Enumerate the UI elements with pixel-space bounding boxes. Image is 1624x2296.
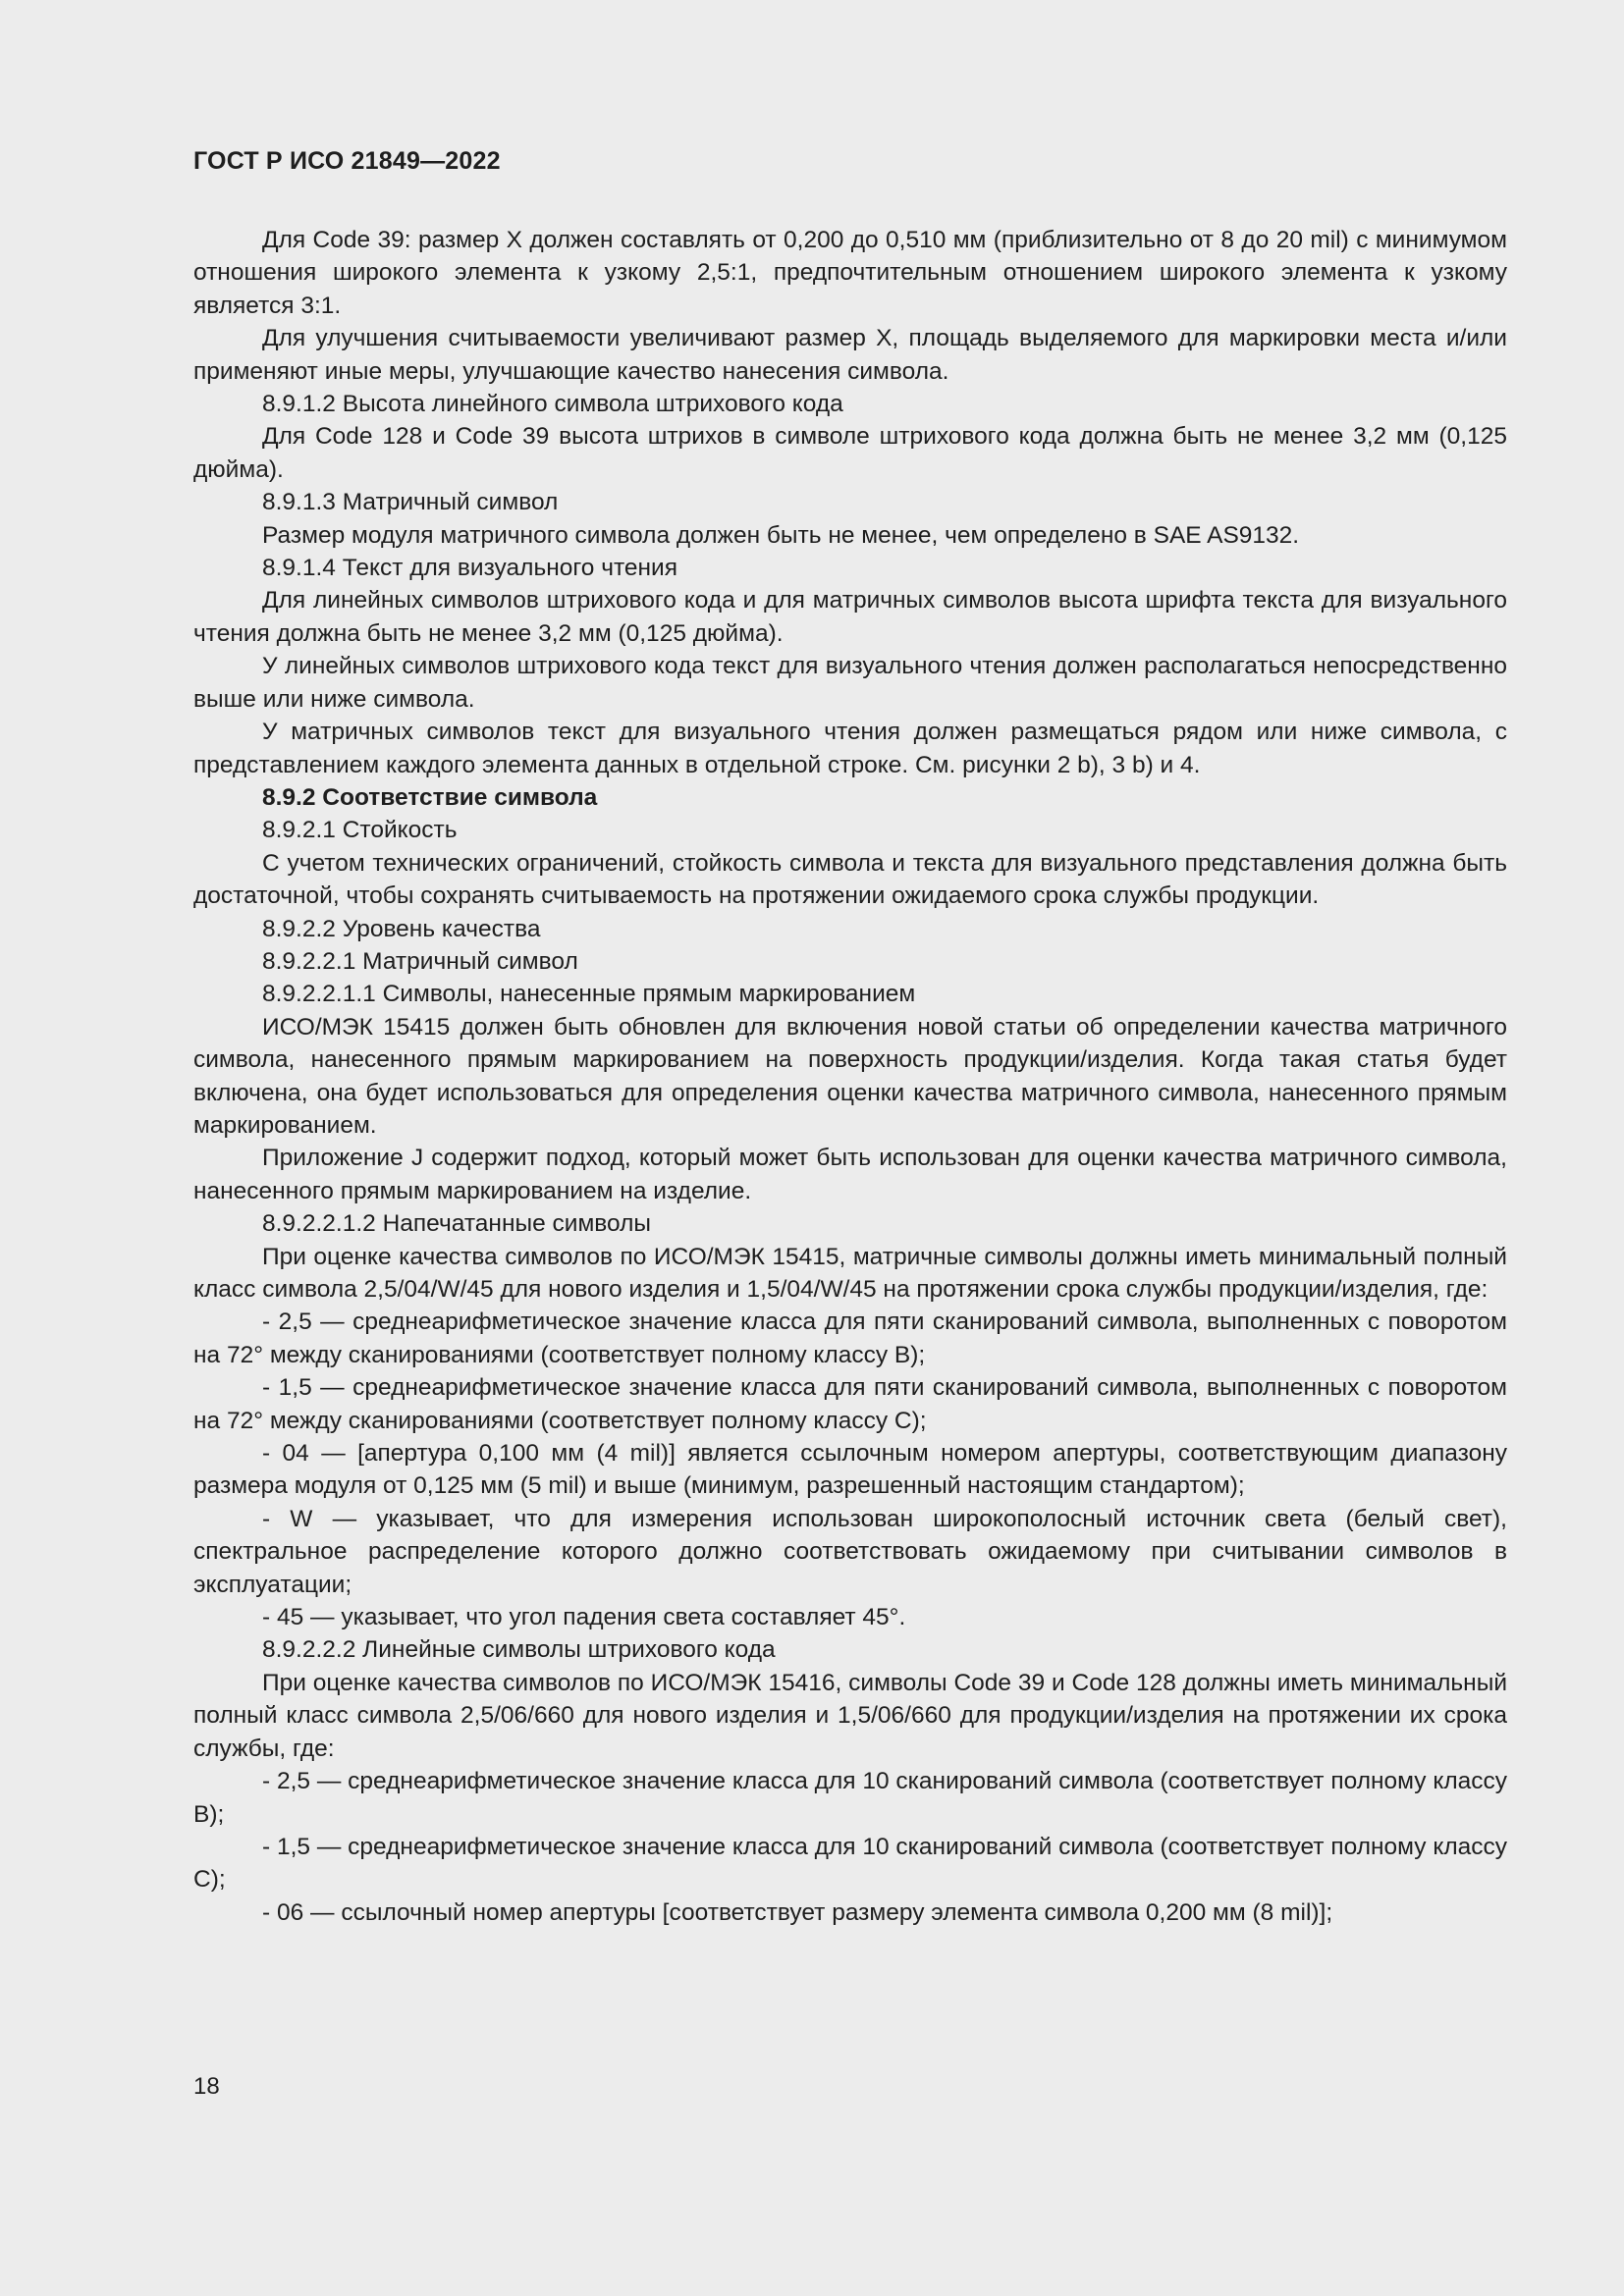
paragraph: У линейных символов штрихового кода текст для визуального чтения должен располагаться непосредственно выше или ниже символа. xyxy=(193,653,1507,713)
list-item: - 04 — [апертура 0,100 мм (4 mil)] является ссылочным номером апертуры, соответствующим диапазону размера модуля от 0,125 мм (5 mil) и выше (минимум, разрешенный настоящим стандартом); xyxy=(193,1440,1507,1500)
paragraph: Для Code 128 и Code 39 высота штрихов в символе штрихового кода должна быть не менее 3,2 мм (0,125 дюйма). xyxy=(193,423,1507,483)
page-number: 18 xyxy=(193,2073,220,2100)
section-heading: 8.9.1.2 Высота линейного символа штрихового кода xyxy=(262,391,843,418)
list-item: - 45 — указывает, что угол падения света составляет 45°. xyxy=(262,1604,906,1631)
section-heading: 8.9.2.2.1.2 Напечатанные символы xyxy=(262,1210,652,1238)
paragraph: ИСО/МЭК 15415 должен быть обновлен для включения новой статьи об определении качества матричного символа, нанесенного прямым маркированием на поверхность продукции/изделия. Когда такая статья будет включена, она будет использоваться для определения оценки качества матричного символа, нанесенного прямым маркированием. xyxy=(193,1013,1507,1139)
section-heading: 8.9.2.2.1.1 Символы, нанесенные прямым маркированием xyxy=(262,981,916,1008)
list-item: - 06 — ссылочный номер апертуры [соответствует размеру элемента символа 0,200 мм (8 mil)]; xyxy=(262,1898,1333,1926)
document-header: ГОСТ Р ИСО 21849—2022 xyxy=(193,147,501,175)
section-heading: 8.9.1.4 Текст для визуального чтения xyxy=(262,555,678,582)
paragraph: С учетом технических ограничений, стойкость символа и текста для визуального представления должна быть достаточной, чтобы сохранять считываемость на протяжении ожидаемого срока службы продукции. xyxy=(193,849,1507,910)
section-heading: 8.9.2.2.2 Линейные символы штрихового кода xyxy=(262,1636,776,1664)
paragraph: Размер модуля матричного символа должен быть не менее, чем определено в SAE AS9132. xyxy=(262,521,1300,549)
section-heading: 8.9.1.3 Матричный символ xyxy=(262,489,559,516)
paragraph: У матричных символов текст для визуального чтения должен размещаться рядом или ниже символа, с представлением каждого элемента данных в отдельной строке. См. рисунки 2 b), 3 b) и 4. xyxy=(193,719,1507,778)
list-item: - 1,5 — среднеарифметическое значение класса для пяти сканирований символа, выполненных с поворотом на 72° между сканированиями (соответствует полному классу C); xyxy=(193,1374,1507,1434)
section-heading: 8.9.2.1 Стойкость xyxy=(262,817,458,844)
paragraph: Для улучшения считываемости увеличивают размер X, площадь выделяемого для маркировки места и/или применяют иные меры, улучшающие качество нанесения символа. xyxy=(193,325,1507,385)
list-item: - 1,5 — среднеарифметическое значение класса для 10 сканирований символа (соответствует полному классу C); xyxy=(193,1833,1507,1894)
paragraph: Приложение J содержит подход, который может быть использован для оценки качества матричного символа, нанесенного прямым маркированием на изделие. xyxy=(193,1145,1507,1204)
section-heading-bold: 8.9.2 Соответствие символа xyxy=(262,783,598,811)
document-body xyxy=(193,224,1507,1929)
list-item: - 2,5 — среднеарифметическое значение класса для 10 сканирований символа (соответствует полному классу B); xyxy=(193,1768,1507,1828)
list-item: - 2,5 — среднеарифметическое значение класса для пяти сканирований символа, выполненных с поворотом на 72° между сканированиями (соответствует полному классу B); xyxy=(193,1308,1507,1368)
paragraph: При оценке качества символов по ИСО/МЭК 15416, символы Code 39 и Code 128 должны иметь минимальный полный класс символа 2,5/06/660 для нового изделия и 1,5/06/660 для продукции/изделия на протяжении их срока службы, где: xyxy=(193,1669,1507,1762)
paragraph: При оценке качества символов по ИСО/МЭК 15415, матричные символы должны иметь минимальный полный класс символа 2,5/04/W/45 для нового изделия и 1,5/04/W/45 на протяжении срока службы продукции/изделия, где: xyxy=(193,1243,1507,1303)
section-heading: 8.9.2.2 Уровень качества xyxy=(262,915,541,942)
section-heading: 8.9.2.2.1 Матричный символ xyxy=(262,947,578,975)
paragraph: Для линейных символов штрихового кода и для матричных символов высота шрифта текста для визуального чтения должна быть не менее 3,2 мм (0,125 дюйма). xyxy=(193,587,1507,647)
list-item: - W — указывает, что для измерения использован широкополосный источник света (белый свет), спектральное распределение которого должно соответствовать ожидаемому при считывании символов в эксплуатации; xyxy=(193,1505,1507,1598)
paragraph: Для Code 39: размер X должен составлять от 0,200 до 0,510 мм (приблизительно от 8 до 20 mil) с минимумом отношения широкого элемента к узкому 2,5:1, предпочтительным отношением широкого элемента к узкому является 3:1. xyxy=(193,227,1507,319)
